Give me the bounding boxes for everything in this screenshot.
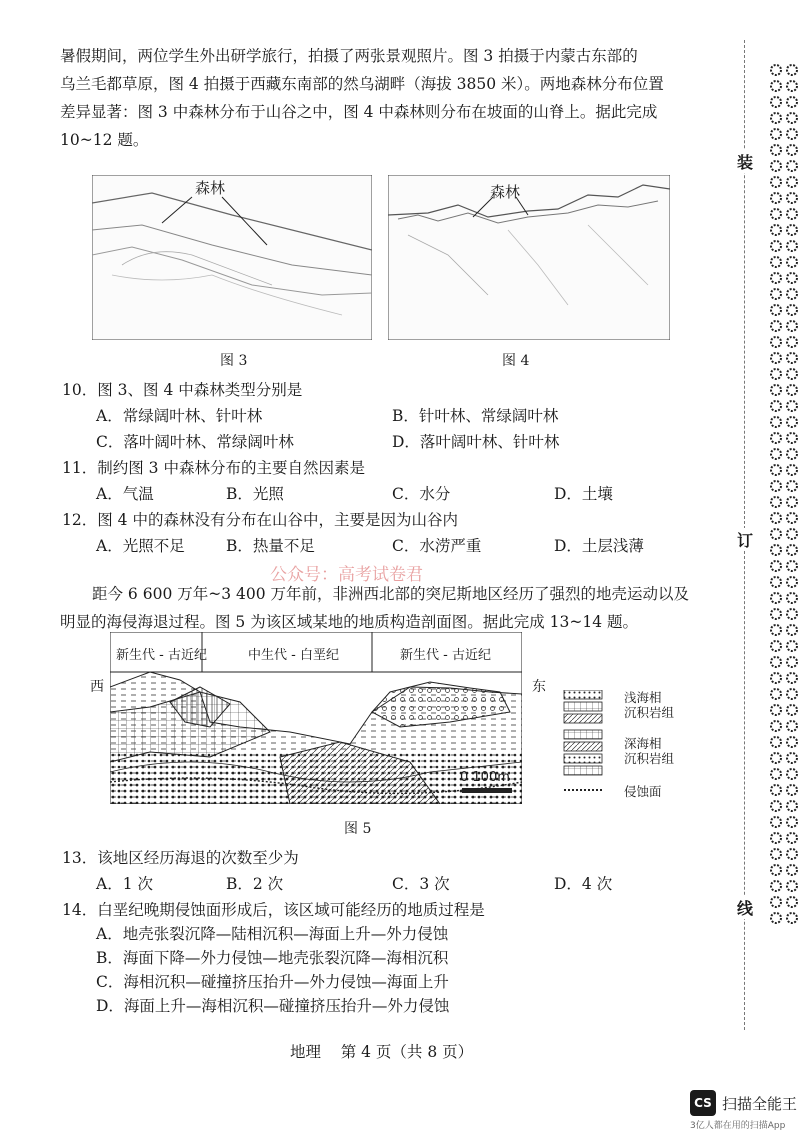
gear-ornament: [771, 561, 781, 571]
gear-ornament: [787, 881, 797, 891]
gear-ornament: [787, 289, 797, 299]
gear-ornament: [771, 497, 781, 507]
gear-ornament: [787, 577, 797, 587]
gear-ornament: [787, 65, 797, 75]
gear-ornament: [787, 129, 797, 139]
margin-char-xian: 线: [737, 896, 753, 919]
gear-ornament: [771, 305, 781, 315]
fig5-header-middle: 中生代 - 白垩纪: [248, 648, 339, 663]
q10-option-c: C．落叶阔叶林、常绿阔叶林: [96, 433, 294, 451]
gear-ornament: [787, 321, 797, 331]
gear-ornament: [771, 289, 781, 299]
fig5-caption: 图 5: [344, 821, 372, 837]
q10-option-d: D．落叶阔叶林、针叶林: [392, 433, 560, 451]
gear-ornament: [787, 337, 797, 347]
camscanner-logo-icon: CS: [690, 1090, 716, 1116]
gear-ornament: [787, 785, 797, 795]
q14-option-c: C．海相沉积—碰撞挤压抬升—外力侵蚀—海面上升: [96, 973, 449, 991]
intro2-line2: 明显的海侵海退过程。图 5 为该区域某地的地质构造剖面图。据此完成 13~14 题。: [60, 613, 639, 631]
gear-ornament: [771, 193, 781, 203]
fig3-caption: 图 3: [220, 353, 248, 369]
gear-ornament: [787, 769, 797, 779]
q10-option-b: B．针叶林、常绿阔叶林: [392, 407, 559, 425]
gear-ornament: [771, 689, 781, 699]
figure-3-sketch: [92, 175, 372, 340]
gear-ornament: [771, 481, 781, 491]
question-13-stem: 13．该地区经历海退的次数至少为: [62, 849, 299, 867]
q11-option-d: D．土壤: [554, 485, 613, 503]
gear-ornament: [771, 321, 781, 331]
page-footer: 地理 第 4 页（共 8 页）: [290, 1043, 474, 1061]
gear-ornament: [787, 689, 797, 699]
gear-ornament: [787, 209, 797, 219]
gear-ornament: [771, 337, 781, 347]
gear-ornament: [787, 481, 797, 491]
gear-ornament: [787, 225, 797, 235]
gear-ornament: [787, 609, 797, 619]
q13-option-a: A．1 次: [96, 875, 153, 893]
figure-4: [388, 175, 670, 340]
gear-ornament: [787, 257, 797, 267]
gear-ornament: [771, 241, 781, 251]
q13-option-c: C．3 次: [392, 875, 450, 893]
gear-ornament: [771, 849, 781, 859]
gear-ornament: [787, 369, 797, 379]
gear-ornament: [771, 897, 781, 907]
gear-ornament: [787, 241, 797, 251]
q12-option-d: D．土层浅薄: [554, 537, 644, 555]
gear-ornament: [771, 529, 781, 539]
question-10-stem: 10．图 3、图 4 中森林类型分别是: [62, 381, 303, 399]
gear-ornament: [787, 561, 797, 571]
gear-ornament: [771, 177, 781, 187]
camscanner-tagline: 3亿人都在用的扫描App: [690, 1121, 786, 1131]
gear-ornament: [771, 161, 781, 171]
legend-shallow-marine: 浅海相 沉积岩组: [624, 690, 675, 720]
gear-ornament: [787, 449, 797, 459]
gear-ornament: [771, 129, 781, 139]
gear-ornament: [771, 369, 781, 379]
fig3-forest-label: 森林: [195, 179, 226, 197]
gear-ornament: [787, 817, 797, 827]
gear-ornament: [787, 657, 797, 667]
gear-ornament: [771, 721, 781, 731]
gear-ornament: [787, 417, 797, 427]
q14-option-b: B．海面下降—外力侵蚀—地壳张裂沉降—海相沉积: [96, 949, 449, 967]
gear-ornament: [771, 401, 781, 411]
intro1-line3: 差异显著：图 3 中森林分布于山谷之中，图 4 中森林则分布在坡面的山脊上。据此完成: [60, 103, 658, 121]
gear-ornament: [771, 433, 781, 443]
gear-ornament: [787, 305, 797, 315]
question-11-stem: 11．制约图 3 中森林分布的主要自然因素是: [62, 459, 365, 477]
gear-ornament: [771, 513, 781, 523]
gear-ornament: [787, 497, 797, 507]
q14-option-a: A．地壳张裂沉降—陆相沉积—海面上升—外力侵蚀: [96, 925, 449, 943]
gear-ornament: [771, 65, 781, 75]
gear-ornament: [771, 593, 781, 603]
gear-ornament: [771, 385, 781, 395]
gear-ornament: [787, 913, 797, 923]
q14-option-d: D．海面上升—海相沉积—碰撞挤压抬升—外力侵蚀: [96, 997, 450, 1015]
gear-ornament: [787, 433, 797, 443]
gear-ornament: [771, 465, 781, 475]
fig5-west-label: 西: [90, 679, 104, 695]
gear-ornament: [787, 737, 797, 747]
gear-ornament: [771, 97, 781, 107]
gear-ornament: [787, 273, 797, 283]
q11-option-c: C．水分: [392, 485, 451, 503]
gear-ornament: [771, 753, 781, 763]
gear-ornament: [771, 625, 781, 635]
gear-ornament: [771, 657, 781, 667]
gear-ornament: [771, 817, 781, 827]
camscanner-name: 扫描全能王: [722, 1094, 798, 1113]
fig5-header-right: 新生代 - 古近纪: [400, 648, 491, 663]
gear-ornament: [771, 449, 781, 459]
q12-option-c: C．水涝严重: [392, 537, 482, 555]
gear-ornament: [787, 721, 797, 731]
fig5-header-left: 新生代 - 古近纪: [116, 648, 207, 663]
gear-ornament: [787, 641, 797, 651]
margin-char-zhuang: 装: [737, 150, 753, 173]
gear-ornament: [771, 801, 781, 811]
fig5-legend: [562, 690, 675, 800]
fig5-east-label: 东: [532, 679, 546, 695]
question-14-stem: 14．白垩纪晚期侵蚀面形成后，该区域可能经历的地质过程是: [62, 901, 485, 919]
decorative-border-pattern: [768, 40, 800, 940]
gear-ornament: [787, 513, 797, 523]
gear-ornament: [787, 161, 797, 171]
figure-5: [110, 632, 522, 804]
gear-ornament: [787, 801, 797, 811]
gear-ornament: [787, 97, 797, 107]
intro1-line1: 暑假期间，两位学生外出研学旅行，拍摄了两张景观照片。图 3 拍摄于内蒙古东部的: [60, 47, 638, 65]
q12-option-b: B．热量不足: [226, 537, 315, 555]
question-12-stem: 12．图 4 中的森林没有分布在山谷中，主要是因为山谷内: [62, 511, 458, 529]
gear-ornament: [771, 273, 781, 283]
gear-ornament: [771, 81, 781, 91]
gear-ornament: [787, 193, 797, 203]
gear-ornament: [771, 641, 781, 651]
gear-ornament: [771, 113, 781, 123]
gear-ornament: [787, 113, 797, 123]
gear-ornament: [787, 865, 797, 875]
camscanner-watermark: [690, 1090, 797, 1131]
gear-ornament: [771, 785, 781, 795]
fig4-forest-label: 森林: [490, 183, 521, 201]
intro2-line1: 距今 6 600 万年~3 400 万年前，非洲西北部的突尼斯地区经历了强烈的地壳运动以及: [92, 585, 690, 603]
gear-ornament: [787, 529, 797, 539]
legend-deep-marine: 深海相 沉积岩组: [624, 736, 675, 766]
gear-ornament: [787, 673, 797, 683]
figure-4-sketch: [388, 175, 670, 340]
gear-ornament: [787, 145, 797, 155]
gear-ornament: [771, 145, 781, 155]
q11-option-a: A．气温: [96, 485, 154, 503]
q11-option-b: B．光照: [226, 485, 284, 503]
gear-ornament: [771, 913, 781, 923]
gear-ornament: [771, 257, 781, 267]
legend-erosion-surface: 侵蚀面: [624, 784, 662, 799]
gear-ornament: [787, 401, 797, 411]
gear-ornament: [787, 849, 797, 859]
gear-ornament: [787, 625, 797, 635]
gear-ornament: [771, 881, 781, 891]
gear-ornament: [771, 225, 781, 235]
intro-paragraph-2: [60, 580, 710, 636]
gear-ornament: [787, 545, 797, 555]
fig5-legend-swatches: [562, 690, 622, 800]
q12-option-a: A．光照不足: [96, 537, 185, 555]
margin-char-ding: 订: [737, 528, 753, 551]
gear-ornament: [771, 577, 781, 587]
gear-ornament: [771, 833, 781, 843]
figure-3: [92, 175, 372, 340]
gear-ornament: [787, 593, 797, 603]
q13-option-d: D．4 次: [554, 875, 613, 893]
gear-ornament: [787, 897, 797, 907]
gear-ornament: [787, 705, 797, 715]
gear-ornament: [771, 737, 781, 747]
gear-ornament: [787, 753, 797, 763]
gear-ornament: [771, 705, 781, 715]
intro1-line4: 10~12 题。: [60, 131, 149, 149]
gear-ornament: [771, 609, 781, 619]
gear-ornament: [771, 545, 781, 555]
intro-paragraph-1: [60, 42, 710, 154]
intro1-line2: 乌兰毛都草原，图 4 拍摄于西藏东南部的然乌湖畔（海拔 3850 米）。两地森林分布位置: [60, 75, 664, 93]
gear-ornament: [771, 673, 781, 683]
gear-ornament: [787, 385, 797, 395]
watermark-text: 公众号：高考试卷君: [270, 565, 423, 585]
gear-ornament: [771, 769, 781, 779]
q10-option-a: A．常绿阔叶林、针叶林: [96, 407, 263, 425]
gear-ornament: [787, 833, 797, 843]
gear-ornament: [787, 81, 797, 91]
gear-ornament: [771, 353, 781, 363]
q13-option-b: B．2 次: [226, 875, 284, 893]
gear-ornament: [771, 865, 781, 875]
gear-ornament: [787, 353, 797, 363]
gear-ornament: [787, 177, 797, 187]
gear-ornament: [771, 417, 781, 427]
fig5-scale-label: 0 100m: [460, 770, 510, 785]
gear-ornament: [771, 209, 781, 219]
fig4-caption: 图 4: [502, 353, 530, 369]
gear-ornament: [787, 465, 797, 475]
